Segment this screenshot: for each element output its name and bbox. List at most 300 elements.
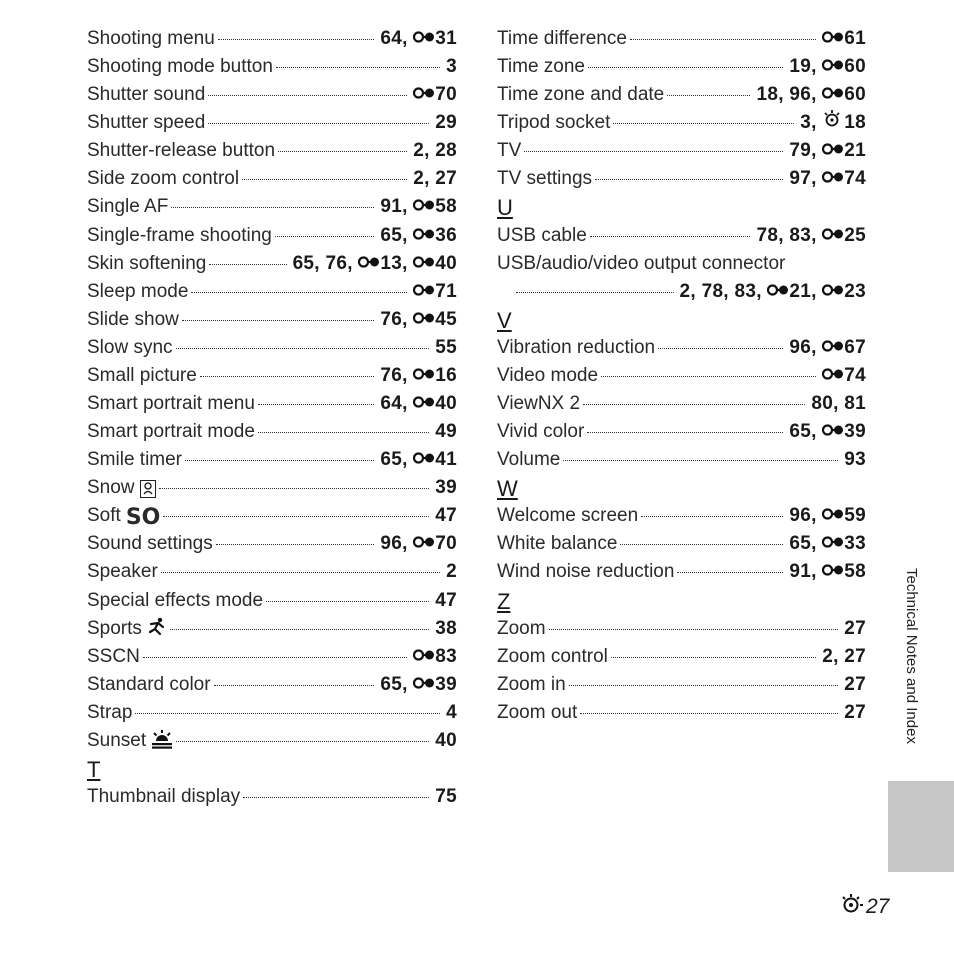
index-term: USB/audio/video output connector — [497, 252, 786, 274]
page-references — [789, 418, 866, 446]
dot-leader — [214, 685, 375, 686]
index-entry — [497, 109, 866, 137]
reference-section-icon — [413, 254, 435, 270]
page-references — [756, 81, 866, 109]
page-numbers: 96, — [380, 533, 414, 555]
dot-leader — [588, 67, 783, 68]
reference-section-icon — [413, 675, 435, 691]
section-tab — [888, 781, 954, 872]
reference-page: 36 — [435, 224, 457, 246]
reference-section-icon — [822, 534, 844, 550]
index-entry — [87, 502, 457, 530]
page-numbers: 19, — [789, 56, 823, 78]
page-numbers: 27 — [844, 617, 866, 639]
page-numbers: 49 — [435, 421, 457, 443]
page-numbers: 40 — [435, 729, 457, 751]
dot-leader — [276, 67, 440, 68]
reference-page: 45 — [435, 308, 457, 330]
page-references — [800, 109, 866, 137]
index-entry — [87, 137, 457, 165]
index-term: Smile timer — [87, 449, 183, 471]
dot-leader — [583, 404, 805, 405]
sunset-scene-icon — [151, 729, 173, 758]
index-term: Time zone and date — [497, 84, 665, 106]
index-term: Strap — [87, 701, 133, 723]
index-entry — [87, 390, 457, 418]
reference-section-icon — [822, 141, 844, 157]
reference-section-icon — [413, 534, 435, 550]
page-numbers: 78, 83, — [756, 224, 823, 246]
dot-leader — [163, 516, 429, 517]
reference-page: 74 — [844, 168, 866, 190]
page-references — [380, 306, 457, 334]
index-letter-heading: U — [497, 195, 513, 221]
index-term: TV — [497, 140, 522, 162]
snow-scene-icon — [140, 480, 156, 498]
sports-scene-icon — [147, 617, 167, 646]
index-entry — [497, 671, 866, 699]
index-term: Zoom control — [497, 645, 608, 667]
reference-section-icon — [358, 254, 380, 270]
page-references — [380, 362, 457, 390]
index-term: Zoom — [497, 617, 546, 639]
index-term: Shooting menu — [87, 28, 215, 49]
dot-leader — [611, 657, 816, 658]
page-references — [380, 193, 457, 221]
page-references — [413, 81, 457, 109]
page-references — [789, 558, 866, 586]
index-term: Sleep mode — [87, 280, 189, 302]
reference-page: 13, — [380, 252, 414, 274]
page-numbers: 76, — [380, 308, 414, 330]
index-entry — [497, 418, 866, 446]
reference-section-icon — [822, 422, 844, 438]
page-references — [446, 558, 457, 586]
index-term: TV settings — [497, 168, 593, 190]
index-letter-heading: W — [497, 476, 518, 502]
reference-page: 58 — [844, 561, 866, 583]
dot-leader — [601, 376, 816, 377]
index-entry — [497, 53, 866, 81]
page-numbers: 38 — [435, 617, 457, 639]
page-references — [446, 53, 457, 81]
page-numbers: 65, — [789, 533, 823, 555]
index-column-right — [497, 25, 866, 727]
page-numbers: 91, — [789, 561, 823, 583]
index-entry — [87, 222, 457, 250]
page-references — [435, 474, 457, 502]
reference-page: 40 — [435, 252, 457, 274]
index-term: Shutter speed — [87, 112, 206, 134]
dot-leader — [143, 657, 407, 658]
index-entry — [497, 81, 866, 109]
reference-section-icon — [822, 85, 844, 101]
reference-page: 74 — [844, 364, 866, 386]
page-numbers: 79, — [789, 140, 823, 162]
reference-page: 41 — [435, 449, 457, 471]
reference-page: 40 — [435, 393, 457, 415]
dot-leader — [209, 264, 286, 265]
reference-section-icon — [822, 57, 844, 73]
dot-leader — [208, 123, 429, 124]
dot-leader — [176, 741, 429, 742]
dot-leader — [549, 629, 839, 630]
index-term: Slide show — [87, 308, 179, 330]
page-numbers: 65, — [789, 421, 823, 443]
page-numbers: 27 — [844, 701, 866, 723]
dot-leader — [185, 460, 374, 461]
index-entry — [87, 615, 457, 643]
index-term: Single-frame shooting — [87, 224, 272, 246]
index-entry — [497, 25, 866, 53]
index-entry — [87, 165, 457, 193]
index-entry — [497, 615, 866, 643]
page-numbers: 65, — [380, 449, 414, 471]
page-references — [380, 25, 457, 53]
index-term: Shutter sound — [87, 84, 206, 106]
reference-section-icon — [413, 282, 435, 298]
page-numbers: 39 — [435, 477, 457, 499]
index-entry — [87, 558, 457, 586]
page-numbers: 96, — [789, 505, 823, 527]
index-term: Volume — [497, 449, 561, 471]
index-entry — [87, 278, 457, 306]
index-entry — [497, 699, 866, 727]
page-numbers: 2, 27 — [822, 645, 866, 667]
page-numbers: 75 — [435, 786, 457, 808]
index-entry — [87, 587, 457, 615]
dot-leader — [159, 488, 430, 489]
page-numbers: 80, 81 — [811, 393, 866, 415]
index-term: Vibration reduction — [497, 336, 656, 358]
page-references — [844, 699, 866, 727]
page-references — [435, 587, 457, 615]
dot-leader — [590, 236, 751, 237]
index-entry — [87, 362, 457, 390]
page-numbers: 96, — [789, 336, 823, 358]
index-entry — [87, 474, 457, 502]
reference-page: 83 — [435, 645, 457, 667]
reference-page: 67 — [844, 336, 866, 358]
page-numbers: 64, — [380, 28, 414, 49]
index-term: Zoom in — [497, 673, 566, 695]
reference-page: 25 — [844, 224, 866, 246]
index-entry — [87, 671, 457, 699]
dot-leader — [595, 179, 783, 180]
index-term: Wind noise reduction — [497, 561, 675, 583]
index-term: Welcome screen — [497, 505, 639, 527]
dot-leader — [563, 460, 838, 461]
index-entry — [497, 165, 866, 193]
index-entry — [87, 193, 457, 221]
index-letter-heading: Z — [497, 588, 511, 614]
reference-section-icon — [822, 366, 844, 382]
index-entry — [497, 250, 866, 278]
index-letter-heading: T — [87, 757, 101, 783]
index-entry — [87, 334, 457, 362]
page-references — [435, 109, 457, 137]
dot-leader — [170, 629, 429, 630]
index-entry — [87, 250, 457, 278]
reference-page: 61 — [844, 28, 866, 49]
index-term: Single AF — [87, 196, 169, 218]
page-references — [380, 446, 457, 474]
page-numbers: 47 — [435, 589, 457, 611]
index-term: Time difference — [497, 28, 627, 49]
index-entry — [497, 446, 866, 474]
reference-page: 16 — [435, 364, 457, 386]
reference-page: 21, — [789, 280, 823, 302]
page-references — [822, 362, 866, 390]
index-term: Snow — [87, 474, 156, 502]
page-numbers: 2, 27 — [413, 168, 457, 190]
page-number — [840, 892, 889, 922]
index-letter-heading: V — [497, 307, 512, 333]
index-entry — [87, 783, 457, 811]
index-term: Speaker — [87, 561, 158, 583]
index-entry — [87, 418, 457, 446]
dot-leader — [524, 151, 783, 152]
page-references — [435, 727, 457, 755]
dot-leader — [613, 123, 794, 124]
page-references — [789, 165, 866, 193]
page-references — [446, 699, 457, 727]
dot-leader — [580, 713, 838, 714]
reference-page: 59 — [844, 505, 866, 527]
page-references — [413, 165, 457, 193]
page-numbers: 47 — [435, 505, 457, 527]
reference-page: 39 — [844, 421, 866, 443]
dot-leader — [258, 432, 429, 433]
reference-section-icon — [822, 562, 844, 578]
index-entry — [497, 334, 866, 362]
index-term: Skin softening — [87, 252, 207, 274]
index-term: ViewNX 2 — [497, 393, 581, 415]
page-references — [789, 53, 866, 81]
page-references — [844, 671, 866, 699]
index-term: Side zoom control — [87, 168, 240, 190]
dot-leader — [587, 432, 783, 433]
page-numbers: 65, 76, — [292, 252, 359, 274]
reference-page: 70 — [435, 533, 457, 555]
index-term: Soft SO — [87, 505, 161, 531]
index-entry — [497, 530, 866, 558]
index-term: Standard color — [87, 673, 211, 695]
dot-leader — [278, 151, 407, 152]
page-references — [380, 222, 457, 250]
page-numbers: 64, — [380, 393, 414, 415]
index-term: Special effects mode — [87, 589, 264, 611]
reference-page: 33 — [844, 533, 866, 555]
page-references — [380, 671, 457, 699]
page-references — [811, 390, 866, 418]
reference-page: 60 — [844, 84, 866, 106]
page-references — [789, 334, 866, 362]
index-term: Sports — [87, 615, 167, 646]
dot-leader — [200, 376, 375, 377]
dot-leader — [258, 404, 374, 405]
dot-leader — [658, 348, 783, 349]
technical-notes-page: 18 — [844, 112, 866, 134]
dot-leader — [243, 797, 429, 798]
index-entry — [87, 109, 457, 137]
index-entry — [87, 699, 457, 727]
page-references — [435, 615, 457, 643]
reference-section-icon — [413, 310, 435, 326]
index-entry — [87, 25, 457, 53]
page-numbers: 3, — [800, 112, 823, 134]
page-references — [680, 278, 866, 306]
index-entry — [497, 643, 866, 671]
index-entry — [497, 137, 866, 165]
page-references — [380, 390, 457, 418]
reference-section-icon — [822, 29, 844, 45]
reference-page: 71 — [435, 280, 457, 302]
reference-section-icon — [822, 169, 844, 185]
dot-leader — [677, 572, 783, 573]
reference-section-icon — [413, 450, 435, 466]
page-numbers: 65, — [380, 673, 414, 695]
dot-leader — [516, 292, 674, 293]
page-numbers: 27 — [844, 673, 866, 695]
reference-page: 60 — [844, 56, 866, 78]
reference-page: 21 — [844, 140, 866, 162]
dot-leader — [182, 320, 374, 321]
reference-section-icon — [822, 506, 844, 522]
page-references — [435, 418, 457, 446]
soft-mode-icon: SO — [125, 505, 161, 531]
index-term: Thumbnail display — [87, 786, 241, 808]
reference-section-icon — [413, 366, 435, 382]
reference-page: 23 — [844, 280, 866, 302]
reference-page: 39 — [435, 673, 457, 695]
page-references — [435, 334, 457, 362]
page-numbers: 91, — [380, 196, 414, 218]
index-entry — [87, 446, 457, 474]
dot-leader — [216, 544, 375, 545]
index-entry — [497, 502, 866, 530]
dot-leader — [218, 39, 375, 40]
reference-section-icon — [413, 85, 435, 101]
page-references — [380, 530, 457, 558]
page-numbers: 2, 28 — [413, 140, 457, 162]
reference-section-icon — [413, 647, 435, 663]
index-entry — [497, 222, 866, 250]
index-term: White balance — [497, 533, 618, 555]
page-numbers: 2 — [446, 561, 457, 583]
reference-page: 31 — [435, 28, 457, 49]
index-term: Smart portrait menu — [87, 393, 255, 415]
reference-page: 58 — [435, 196, 457, 218]
index-term: SSCN — [87, 645, 140, 667]
reference-section-icon — [413, 197, 435, 213]
dot-leader — [667, 95, 750, 96]
page-numbers: 97, — [789, 168, 823, 190]
page-references — [844, 446, 866, 474]
page-numbers: 18, 96, — [756, 84, 823, 106]
index-entry — [497, 558, 866, 586]
index-term: Shutter-release button — [87, 140, 276, 162]
page-numbers: 55 — [435, 336, 457, 358]
page-numbers: 2, 78, 83, — [679, 280, 768, 302]
index-entry — [87, 530, 457, 558]
index-term: Sunset — [87, 727, 173, 758]
index-entry — [497, 362, 866, 390]
reference-section-icon — [767, 282, 789, 298]
dot-leader — [208, 95, 407, 96]
dot-leader — [191, 292, 407, 293]
index-entry — [87, 53, 457, 81]
page-references — [413, 278, 457, 306]
page-references — [435, 502, 457, 530]
reference-page: 70 — [435, 84, 457, 106]
index-term: Tripod socket — [497, 112, 611, 134]
dot-leader — [630, 39, 816, 40]
page-references — [822, 643, 866, 671]
page-references — [822, 25, 866, 53]
section-title-vertical: Technical Notes and Index — [903, 568, 920, 744]
page-numbers: 29 — [435, 112, 457, 134]
page-references — [413, 643, 457, 671]
page-references — [756, 222, 866, 250]
index-term: USB cable — [497, 224, 587, 246]
page-references — [789, 137, 866, 165]
page-references — [435, 783, 457, 811]
dot-leader — [620, 544, 783, 545]
index-term: Shooting mode button — [87, 56, 273, 78]
index-term: Smart portrait mode — [87, 421, 255, 443]
reference-section-icon — [822, 338, 844, 354]
page-number-value: 27 — [866, 895, 890, 918]
index-term: Time zone — [497, 56, 585, 78]
dot-leader — [569, 685, 839, 686]
index-term: Slow sync — [87, 336, 173, 358]
page-references — [413, 137, 457, 165]
index-term: Zoom out — [497, 701, 578, 723]
index-column-left — [87, 25, 457, 811]
index-entry — [497, 278, 866, 306]
index-entry — [87, 81, 457, 109]
dot-leader — [171, 207, 374, 208]
reference-section-icon — [822, 282, 844, 298]
dot-leader — [176, 348, 430, 349]
dot-leader — [161, 572, 440, 573]
dot-leader — [135, 713, 440, 714]
technical-notes-icon — [840, 892, 864, 922]
index-term: Small picture — [87, 364, 197, 386]
index-term: Video mode — [497, 364, 599, 386]
page-references — [789, 530, 866, 558]
index-entry — [87, 727, 457, 755]
dot-leader — [641, 516, 783, 517]
page-references — [293, 250, 457, 278]
index-entry — [87, 306, 457, 334]
reference-section-icon — [413, 226, 435, 242]
page-numbers: 4 — [446, 701, 457, 723]
page-references — [789, 502, 866, 530]
index-term: Sound settings — [87, 533, 213, 555]
index-entry — [497, 390, 866, 418]
page-numbers: 76, — [380, 364, 414, 386]
technical-notes-icon — [822, 109, 844, 129]
dot-leader — [266, 601, 429, 602]
dot-leader — [242, 179, 407, 180]
index-term: Vivid color — [497, 421, 585, 443]
page-numbers: 93 — [844, 449, 866, 471]
reference-section-icon — [822, 226, 844, 242]
dot-leader — [275, 236, 375, 237]
reference-section-icon — [413, 29, 435, 45]
